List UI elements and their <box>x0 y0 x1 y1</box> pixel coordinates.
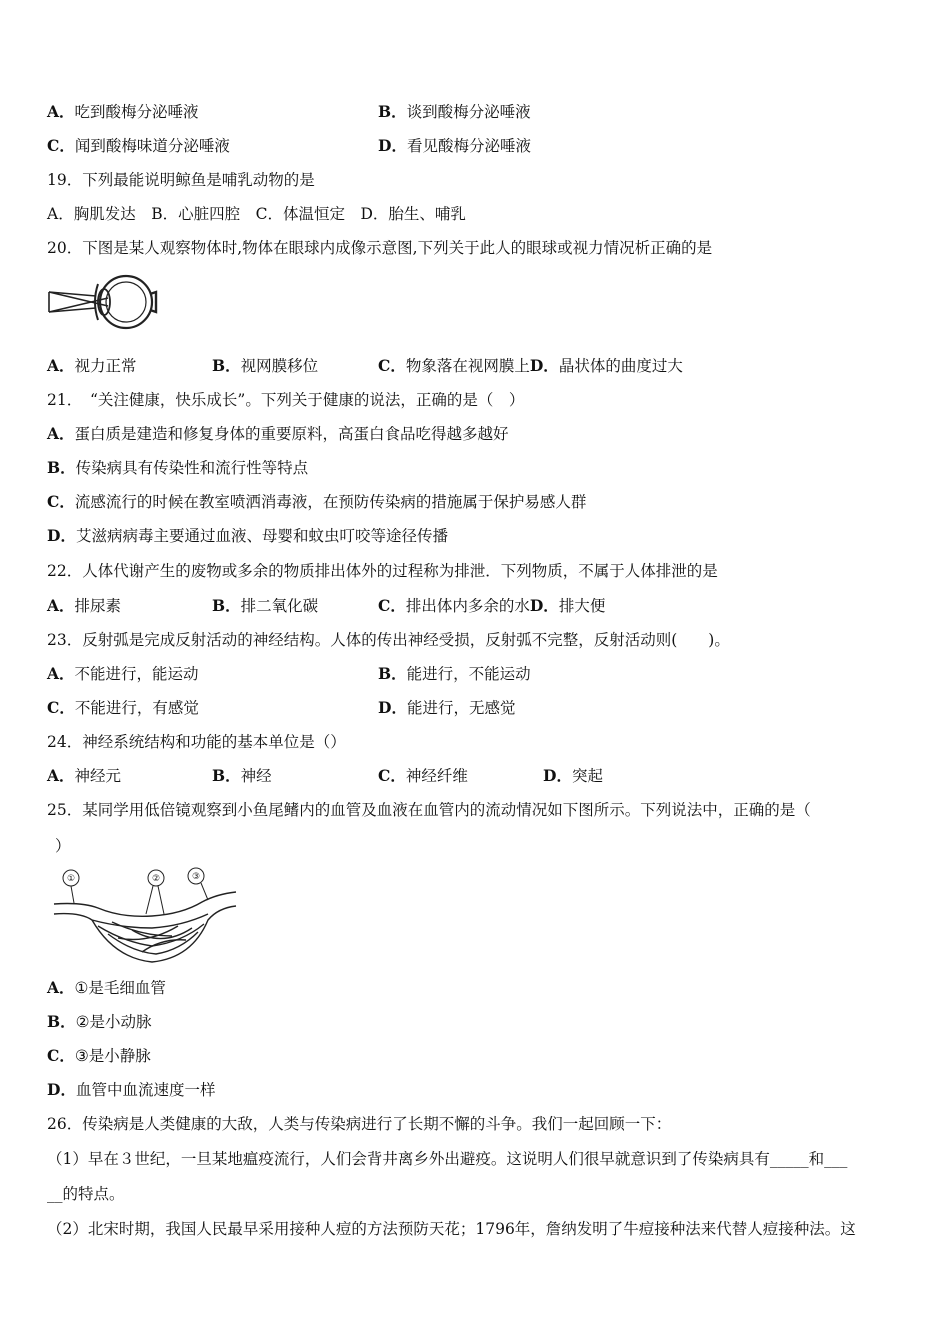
q23-option-c <box>47 698 199 718</box>
q25-stem: 25．某同学用低倍镜观察到小鱼尾鳍内的血管及血液在血管内的流动情况如下图所示。下列说法中，正确的是（ <box>47 801 811 819</box>
q24-option-b <box>212 766 272 786</box>
q25-option-d <box>47 1080 215 1100</box>
option-letter: D． <box>378 698 407 717</box>
option-letter: D． <box>529 356 559 375</box>
option-text: ②是小动脉 <box>75 1013 152 1031</box>
q24-option-d <box>543 766 603 786</box>
option-text: 晶状体的曲度过大 <box>558 357 683 375</box>
option-text: 视力正常 <box>74 357 137 375</box>
q21-option-c <box>47 492 586 512</box>
q20-option-c-d <box>378 356 683 376</box>
option-letter: D． <box>378 136 407 155</box>
option-letter: B． <box>47 1012 76 1031</box>
option-text: 不能进行，能运动 <box>74 665 199 683</box>
q26-part2: （2）北宋时期，我国人民最早采用接种人痘的方法预防天花；1796年，詹纳发明了牛痘接种法来代替人痘接种法。这 <box>47 1220 856 1238</box>
option-text: ③是小静脉 <box>74 1047 151 1065</box>
q20-option-a <box>47 356 137 376</box>
option-letter: A． <box>47 102 75 121</box>
option-letter: A． <box>47 596 75 615</box>
option-text: 神经元 <box>74 767 122 785</box>
label-1: ① <box>66 874 76 884</box>
q26-stem: 26．传染病是人类健康的大敌，人类与传染病进行了长期不懈的斗争。我们一起回顾一下： <box>47 1115 672 1133</box>
option-text: 传染病具有传染性和流行性等特点 <box>75 459 309 477</box>
option-text: ①是毛细血管 <box>74 979 166 997</box>
option-text: 能进行，无感觉 <box>406 699 516 717</box>
option-letter: D． <box>529 596 559 615</box>
option-letter: A． <box>47 356 75 375</box>
q18-option-a <box>47 102 199 122</box>
q18-option-b <box>378 102 531 122</box>
option-text: 不能进行，有感觉 <box>74 699 199 717</box>
q26-part1: （1）早在３世纪，一旦某地瘟疫流行，人们会背井离乡外出避疫。这说明人们很早就意识到了传染病具有_____和___ <box>47 1150 848 1168</box>
option-text: 能进行，不能运动 <box>406 665 531 683</box>
q22-option-a <box>47 596 121 616</box>
option-text: 突起 <box>571 767 603 785</box>
option-letter: B． <box>47 458 76 477</box>
q20-stem: 20．下图是某人观察物体时,物体在眼球内成像示意图,下列关于此人的眼球或视力情况析正确的是 <box>47 239 713 257</box>
q23-option-d <box>378 698 515 718</box>
option-text: 物象落在视网膜上 <box>405 357 530 375</box>
option-text: 神经 <box>240 767 272 785</box>
q24-stem: 24．神经系统结构和功能的基本单位是（） <box>47 733 346 751</box>
option-text: 排二氧化碳 <box>240 597 319 615</box>
blood-vessel-diagram <box>52 866 238 966</box>
option-text: 闻到酸梅味道分泌唾液 <box>74 137 230 155</box>
option-text: 视网膜移位 <box>240 357 319 375</box>
q25-option-a <box>47 978 166 998</box>
option-letter: B． <box>378 102 407 121</box>
option-letter: B． <box>212 356 241 375</box>
option-text: 排大便 <box>558 597 606 615</box>
option-letter: C． <box>378 356 406 375</box>
q21-option-a <box>47 424 509 444</box>
option-letter: C． <box>47 492 75 511</box>
q24-option-c <box>378 766 468 786</box>
q22-option-b <box>212 596 318 616</box>
q18-option-d <box>378 136 531 156</box>
q23-stem: 23．反射弧是完成反射活动的神经结构。人体的传出神经受损，反射弧不完整，反射活动则( )。 <box>47 631 730 649</box>
option-text: 艾滋病病毒主要通过血液、母婴和蚊虫叮咬等途径传播 <box>75 527 448 545</box>
q22-option-c-d <box>378 596 605 616</box>
option-text: 谈到酸梅分泌唾液 <box>406 103 531 121</box>
option-letter: C． <box>47 1046 75 1065</box>
eye-diagram <box>46 272 162 332</box>
q26-part1-cont: __的特点。 <box>47 1185 125 1203</box>
label-3: ③ <box>191 872 201 882</box>
option-text: 吃到酸梅分泌唾液 <box>74 103 199 121</box>
q25-option-c <box>47 1046 151 1066</box>
q21-stem: 21． “关注健康，快乐成长”。下列关于健康的说法，正确的是（ ） <box>47 391 525 409</box>
option-letter: B． <box>378 664 407 683</box>
q23-option-b <box>378 664 531 684</box>
option-letter: A． <box>47 664 75 683</box>
option-text: 排尿素 <box>74 597 122 615</box>
q21-option-d <box>47 526 448 546</box>
option-text: 血管中血流速度一样 <box>75 1081 216 1099</box>
option-letter: D． <box>543 766 572 785</box>
option-letter: C． <box>378 766 406 785</box>
option-text: 神经纤维 <box>405 767 468 785</box>
option-letter: A． <box>47 766 75 785</box>
option-text: 蛋白质是建造和修复身体的重要原料，高蛋白食品吃得越多越好 <box>74 425 509 443</box>
q21-option-b <box>47 458 308 478</box>
option-letter: B． <box>212 596 241 615</box>
option-letter: B． <box>212 766 241 785</box>
q19-options: A．胸肌发达 B．心脏四腔 C．体温恒定 D．胎生、哺乳 <box>47 205 466 223</box>
option-letter: A． <box>47 978 75 997</box>
option-text: 看见酸梅分泌唾液 <box>406 137 531 155</box>
option-letter: D． <box>47 526 76 545</box>
q24-option-a <box>47 766 121 786</box>
q25-option-b <box>47 1012 152 1032</box>
q20-option-b <box>212 356 318 376</box>
label-2: ② <box>151 874 161 884</box>
option-letter: C． <box>47 136 75 155</box>
option-letter: C． <box>47 698 75 717</box>
option-text: 流感流行的时候在教室喷洒消毒液，在预防传染病的措施属于保护易感人群 <box>74 493 587 511</box>
q19-stem: 19．下列最能说明鲸鱼是哺乳动物的是 <box>47 171 315 189</box>
option-text: 排出体内多余的水 <box>405 597 530 615</box>
q18-option-c <box>47 136 230 156</box>
q23-option-a <box>47 664 199 684</box>
option-letter: C． <box>378 596 406 615</box>
q25-stem-cont: ） <box>55 837 71 855</box>
option-letter: D． <box>47 1080 76 1099</box>
q22-stem: 22．人体代谢产生的废物或多余的物质排出体外的过程称为排泄．下列物质，不属于人体排泄的是 <box>47 562 718 580</box>
option-letter: A． <box>47 424 75 443</box>
